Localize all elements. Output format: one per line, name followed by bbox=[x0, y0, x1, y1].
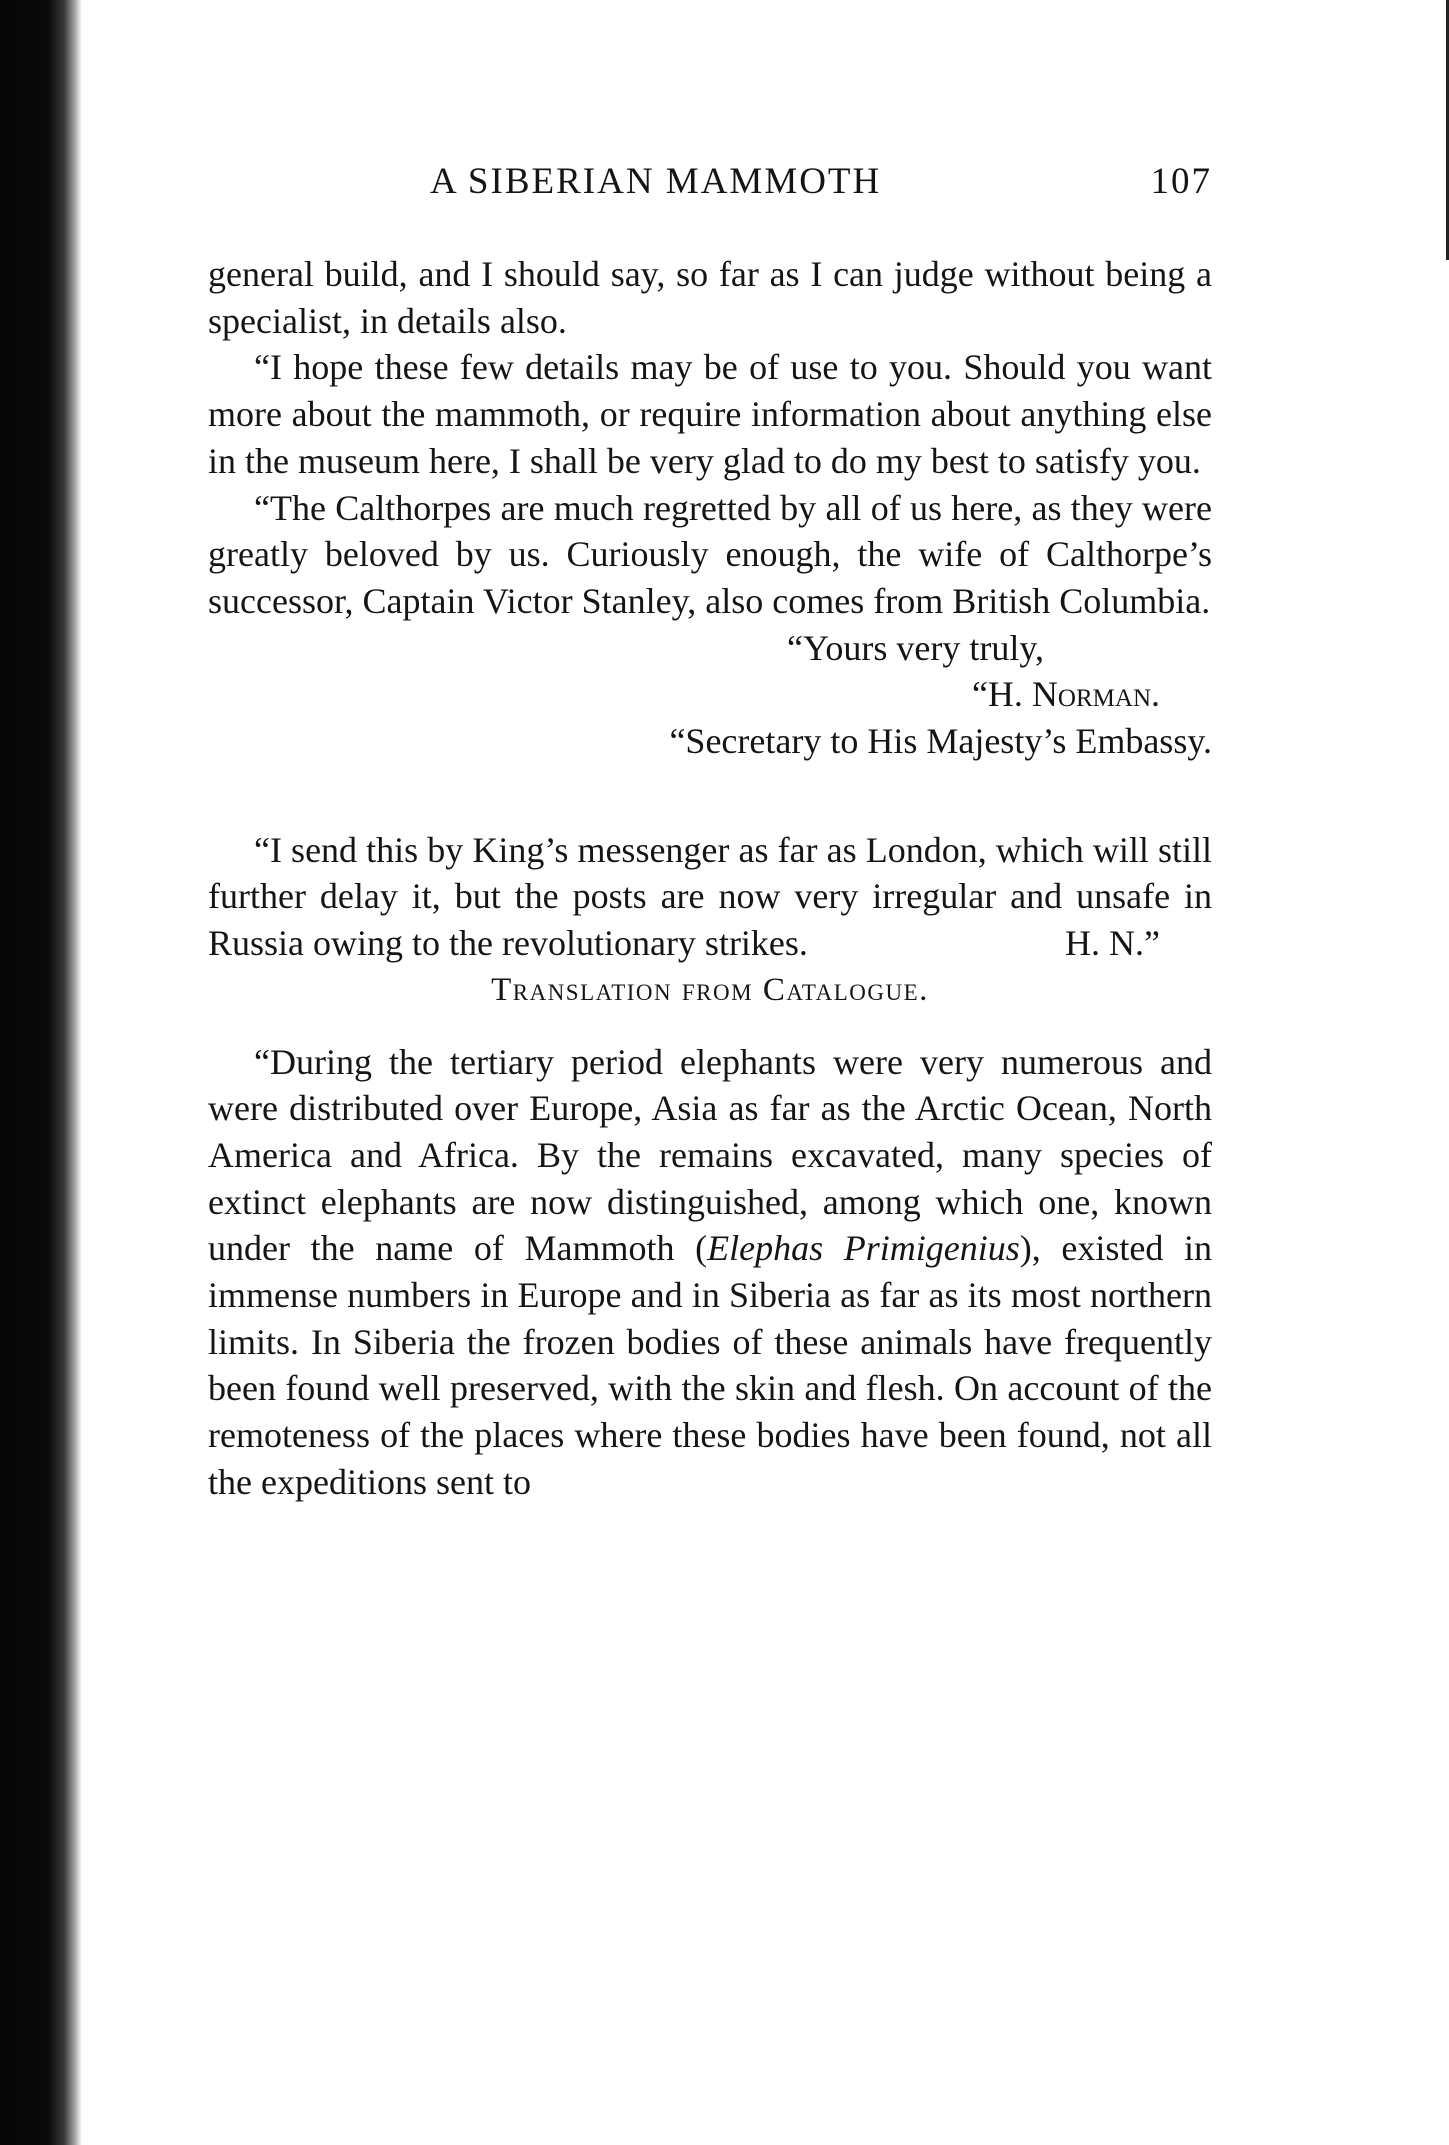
species-name: Elephas Primigenius bbox=[707, 1228, 1020, 1269]
page-body bbox=[208, 251, 1212, 1506]
catalogue-text-after: ), existed in immense numbers in Europe and in Siberia as far as its most northern limits. In Siberia the frozen bodies of these animals have frequently been found well preserved, with the skin and flesh. On account of the remoteness of the places where these bodies have been found, not all the expeditions sent to bbox=[208, 1228, 1212, 1502]
section-heading: Translation from Catalogue. bbox=[491, 971, 929, 1008]
running-head: A SIBERIAN MAMMOTH bbox=[430, 161, 882, 202]
letter-paragraph-1: general build, and I should say, so far as I can judge without being a specialist, in details also. bbox=[208, 254, 1212, 341]
page-number: 107 bbox=[1150, 161, 1212, 202]
postscript-initials: H. N.” bbox=[1065, 923, 1160, 964]
letter-signature: “H. Norman. bbox=[971, 674, 1160, 715]
catalogue-text-before: “During the tertiary period elephants were very numerous and were distributed over Europe, Asia as far as the Arctic Ocean, North America and Africa. By the remains excavated, many species of extinct elephants are now distinguished, among which one, known under the name of Mammoth ( bbox=[208, 1041, 1212, 1269]
letter-signatory-title: “Secretary to His Majesty’s Embassy. bbox=[669, 721, 1212, 762]
postscript-text: “I send this by King’s messenger as far as London, which will still further delay it, but the posts are now very irregular and unsafe in Russia owing to the revolutionary strikes. bbox=[208, 829, 1212, 964]
letter-closing: “Yours very truly, bbox=[787, 627, 1044, 668]
catalogue-paragraph bbox=[208, 1039, 1212, 1506]
letter-paragraph-3: “The Calthorpes are much regretted by all of us here, as they were greatly beloved by us. Curiously enough, the wife of Calthorpe’s successor, Captain Victor Stanley, also comes from British Columbia. bbox=[208, 487, 1212, 621]
letter-paragraph-2: “I hope these few details may be of use to you. Should you want more about the mammoth, or require information about anything else in the museum here, I shall be very glad to do my best to satisfy you. bbox=[208, 347, 1212, 481]
page-header bbox=[208, 160, 1212, 204]
